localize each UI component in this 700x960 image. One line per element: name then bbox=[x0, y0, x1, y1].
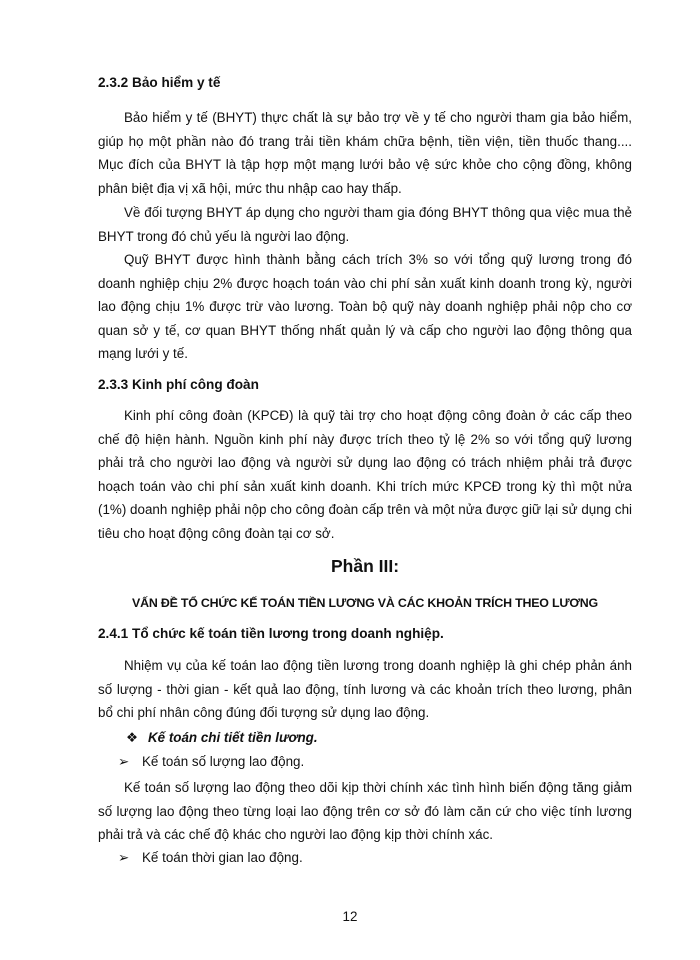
page-number: 12 bbox=[342, 909, 358, 924]
paragraph-accounting-duty: Nhiệm vụ của kế toán lao động tiền lương trong doanh nghiệp là ghi chép phản ánh số lượng - thời gian - kết quả lao động, tính lương và các khoản trích theo lương, phân bổ chi phí nhân công đúng đối tượng sử dụng lao động. bbox=[98, 658, 632, 721]
paragraph-labor-quantity: Kế toán số lượng lao động theo dõi kịp thời chính xác tình hình biến động tăng giảm số lượng lao động theo từng loại lao động trên cơ sở đó làm căn cứ cho việc tính lương phải trả và các chế độ khác cho người lao động kịp thời chính xác. bbox=[98, 780, 632, 843]
section-heading-2-3-2: 2.3.2 Bảo hiểm y tế bbox=[98, 75, 221, 90]
arrow-bullet-icon: ➢ bbox=[118, 850, 130, 865]
paragraph-bhyt-fund: Quỹ BHYT được hình thành bằng cách trích 3% so với tổng quỹ lương trong đó doanh nghiệp chịu 2% được hoạch toán vào chi phí sản xuất kinh doanh trong kỳ, người lao động chịu 1% được trừ vào lương. Toàn bộ quỹ này doanh nghiệp phải nộp cho cơ quan sở y tế, cơ quan BHYT thống nhất quản lý và cấp cho người lao động thông qua mạng lưới y tế. bbox=[98, 252, 632, 362]
arrow-bullet-icon: ➢ bbox=[118, 754, 130, 769]
arrow-item-label-2: Kế toán thời gian lao động. bbox=[142, 850, 303, 865]
diamond-item-label: Kế toán chi tiết tiền lương. bbox=[148, 730, 318, 745]
section-heading-2-4-1: 2.4.1 Tổ chức kế toán tiền lương trong doanh nghiệp. bbox=[98, 626, 444, 641]
diamond-list-item bbox=[126, 728, 318, 748]
paragraph-bhyt-scope: Về đối tượng BHYT áp dụng cho người tham gia đóng BHYT thông qua việc mua thẻ BHYT trong đó chủ yếu là người lao động. bbox=[98, 205, 632, 244]
diamond-bullet-icon: ❖ bbox=[126, 730, 139, 745]
section-heading-2-3-3: 2.3.3 Kinh phí công đoàn bbox=[98, 377, 259, 392]
arrow-list-item-1 bbox=[118, 752, 304, 772]
part-subtitle: VẤN ĐỀ TỔ CHỨC KẾ TOÁN TIỀN LƯƠNG VÀ CÁC KHOẢN TRÍCH THEO LƯƠNG bbox=[132, 596, 598, 610]
paragraph-bhyt-definition: Bảo hiểm y tế (BHYT) thực chất là sự bảo trợ về y tế cho người tham gia bảo hiểm, giúp họ một phần nào đó trang trải tiền khám chữa bệnh, tiền viện, tiền thuốc thang.... Mục đích của BHYT là tập hợp một mạng lưới bảo vệ sức khỏe cho cộng đồng, không phân biệt địa vị xã hội, mức thu nhập cao hay thấp. bbox=[98, 110, 632, 196]
paragraph-kpcd: Kinh phí công đoàn (KPCĐ) là quỹ tài trợ cho hoạt động công đoàn ở các cấp theo chế độ hiện hành. Nguồn kinh phí này được trích theo tỷ lệ 2% so với tổng quỹ lương phải trả cho người lao động và người sử dụng lao động có trách nhiệm phải trả được hoạch toán vào chi phí sản xuất kinh doanh. Khi trích mức KPCĐ trong kỳ thì một nửa (1%) doanh nghiệp phải nộp cho công đoàn cấp trên và một nửa được giữ lại sử dụng chi tiêu cho hoạt động công đoàn tại cơ sở. bbox=[98, 408, 632, 541]
arrow-item-label-1: Kế toán số lượng lao động. bbox=[142, 754, 305, 769]
part-title: Phần III: bbox=[330, 556, 400, 576]
arrow-list-item-2 bbox=[118, 848, 303, 868]
